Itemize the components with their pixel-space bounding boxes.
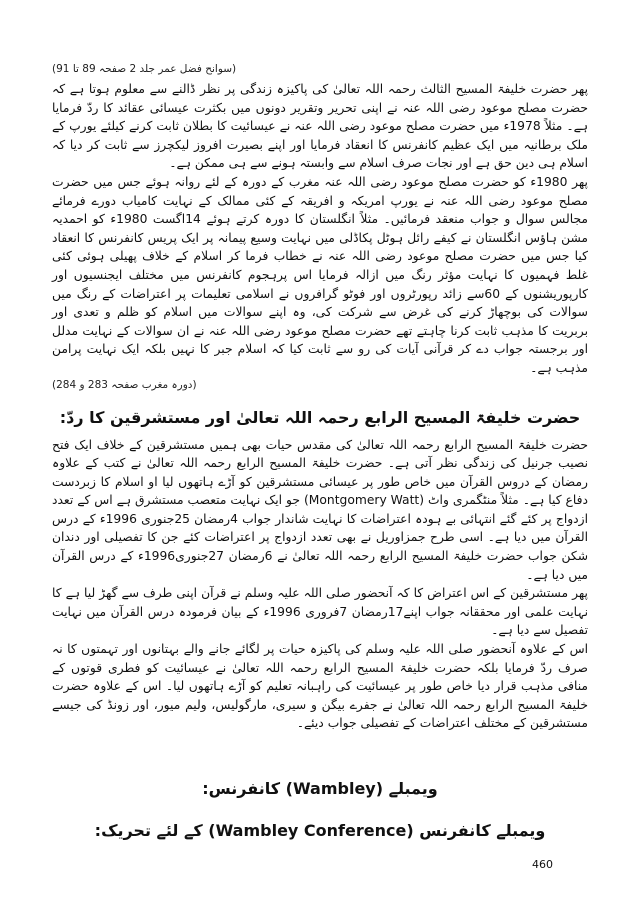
document-body	[52, 62, 588, 849]
section-heading-wambley-conference: ویمبلے کانفرنس (Wambley Conference) کے لئے تحریک:	[94, 821, 546, 840]
source-reference-mid: (دورہ مغرب صفحہ 283 و 284)	[52, 378, 197, 391]
paragraph-1: پھر حضرت خلیفۃ المسیح الثالث رحمہ اللہ تعالیٰ کی پاکیزہ زندگی پر نظر ڈالنے سے معلوم ہوتا ہے کہ حضرت مصلح موعود رضی اللہ عنہ نے اپنی تحریر وتقریر دونوں میں بکثرت عیسائی عقائد کا ردّ فرمایا ہے۔ مثلاً 1978ء میں حضرت مصلح موعود رضی اللہ عنہ نے عیسائیت کا بطلان ثابت کرنے کیلئے یورپ کے ملک برطانیہ میں ایک عظیم کانفرنس کا انعقاد فرمایا اور اپنے بصیرت افروز لیکچرز سے ثابت کر دیا کہ اسلام ہی دین حق ہے اور نجات صرف اسلام سے وابستہ ہونے سے ہی ممکن ہے۔	[52, 82, 588, 171]
page-number: 460	[532, 858, 553, 871]
section-heading-orientalists: حضرت خلیفۃ المسیح الرابع رحمہ اللہ تعالیٰ اور مستشرقین کا ردّ:	[59, 407, 581, 427]
section-heading-wambley: ویمبلے (Wambley) کانفرنس:	[202, 779, 438, 798]
paragraph-5: اس کے علاوہ آنحضور صلی اللہ علیہ وسلم کی پاکیزہ حیات پر لگائے جانے والے بہتانوں اور تہمتوں کا نہ صرف ردّ فرمایا بلکہ حضرت خلیفۃ المسیح الرابع رحمہ اللہ تعالیٰ نے عیسائیت کو فطری قوتوں کے منافی مذہب قرار دیا خاص طور پر عیسائیت کی راہبانہ تعلیم کو آڑے ہاتھوں لیا۔ اس کے علاوہ حضرت خلیفۃ المسیح الرابع رحمہ اللہ تعالیٰ نے جفرے بیگن و سیری، مارگولیس، ولیم میور، اور زونڈ کی جیسے مستشرقین کے مختلف اعتراضات کے تفصیلی جواب دیئے۔	[52, 642, 588, 731]
source-reference-top: (سوانح فضل عمر جلد 2 صفحہ 89 تا 91)	[52, 63, 237, 75]
paragraph-3: حضرت خلیفۃ المسیح الرابع رحمہ اللہ تعالیٰ کی مقدس حیات بھی ہمیں مستشرقین کے خلاف ایک فتح نصیب جرنیل کی زندگی نظر آتی ہے۔ حضرت خلیفۃ المسیح الرابع رحمہ اللہ تعالیٰ نے کتب کے علاوہ رمضان کے دروس القرآن میں خاص طور پر عیسائی مستشرقین کو آڑے ہاتھوں لیا او اسلام کا زبردست دفاع کیا ہے۔ مثلاً منٹگمری واٹ (Montgomery Watt) جو ایک نہایت متعصب مستشرق ہے اس کے تعدد ازدواج پر کئے گئے انتہائی بے ہودہ اعتراضات کا نہایت شاندار جواب 4رمضان 25جنوری 1996ء کے درس القرآن میں دیا ہے۔ اسی طرح جمزاوریل نے بھی تعدد ازدواج پر اعتراضات کئے جن کا تفصیلی اور دندان شکن جواب حضرت خلیفۃ المسیح الرابع رحمہ اللہ تعالیٰ نے 6رمضان 27جنوری1996ء کے درس القرآن میں دیا ہے۔	[52, 437, 589, 582]
paragraph-2: پھر 1980ء کو حضرت مصلح موعود رضی اللہ عنہ مغرب کے دورہ کے لئے روانہ ہوئے جس میں حضرت مصلح موعود رضی اللہ عنہ نے یورپ امریکہ و افریقہ کے کئی ممالک کے نہایت کامیاب دورے فرمائے مجالس سوال و جواب منعقد فرمائیں۔ مثلاً انگلستان کا دورہ کرتے ہوئے 14اگست 1980ء کو احمدیہ مشن ہاؤس انگلستان نے کیفے رائل ہوٹل پکاڈلی میں نہایت وسیع پیمانہ پر ایک پریس کانفرنس کا انعقاد کیا جس میں حضرت مصلح موعود رضی اللہ عنہ نے خطاب فرما کر اسلام کے خلاف پھیلی ہوئی کئی غلط فہمیوں کا نہایت مؤثر رنگ میں ازالہ فرمایا اس پرہجوم کانفرنس میں مختلف ایجنسیوں اور کارپوریشنوں کے 60سے زائد رپورٹروں اور فوٹو گرافروں نے اسلامی تعلیمات پر اعتراضات کے رنگ میں سوالات کی بوچھاڑ کرنے کی غرض سے شرکت کی، وہ اپنے سوالات میں اسلام کو ظلم و تعدی اور بربریت کا مذہب ثابت کرنا چاہتے تھے حضرت مصلح موعود رضی اللہ عنہ نے ان سوالات کے نہایت مدلل اور برجستہ جواب دے کر قرآنی آیات کی رو سے ثابت کیا کہ اسلام جبر کا نہیں بلکہ ایک نہایت پرامن مذہب ہے۔	[52, 174, 589, 375]
paragraph-4: پھر مستشرقین کے اس اعتراض کا کہ آنحضور صلی اللہ علیہ وسلم نے قرآن اپنی طرف سے گھڑ لیا ہے کا نہایت علمی اور محققانہ جواب اپنے17رمضان 7فروری 1996ء کے بیان فرمودہ درس القرآن میں نہایت تفصیل سے دیا ہے۔	[52, 586, 589, 638]
